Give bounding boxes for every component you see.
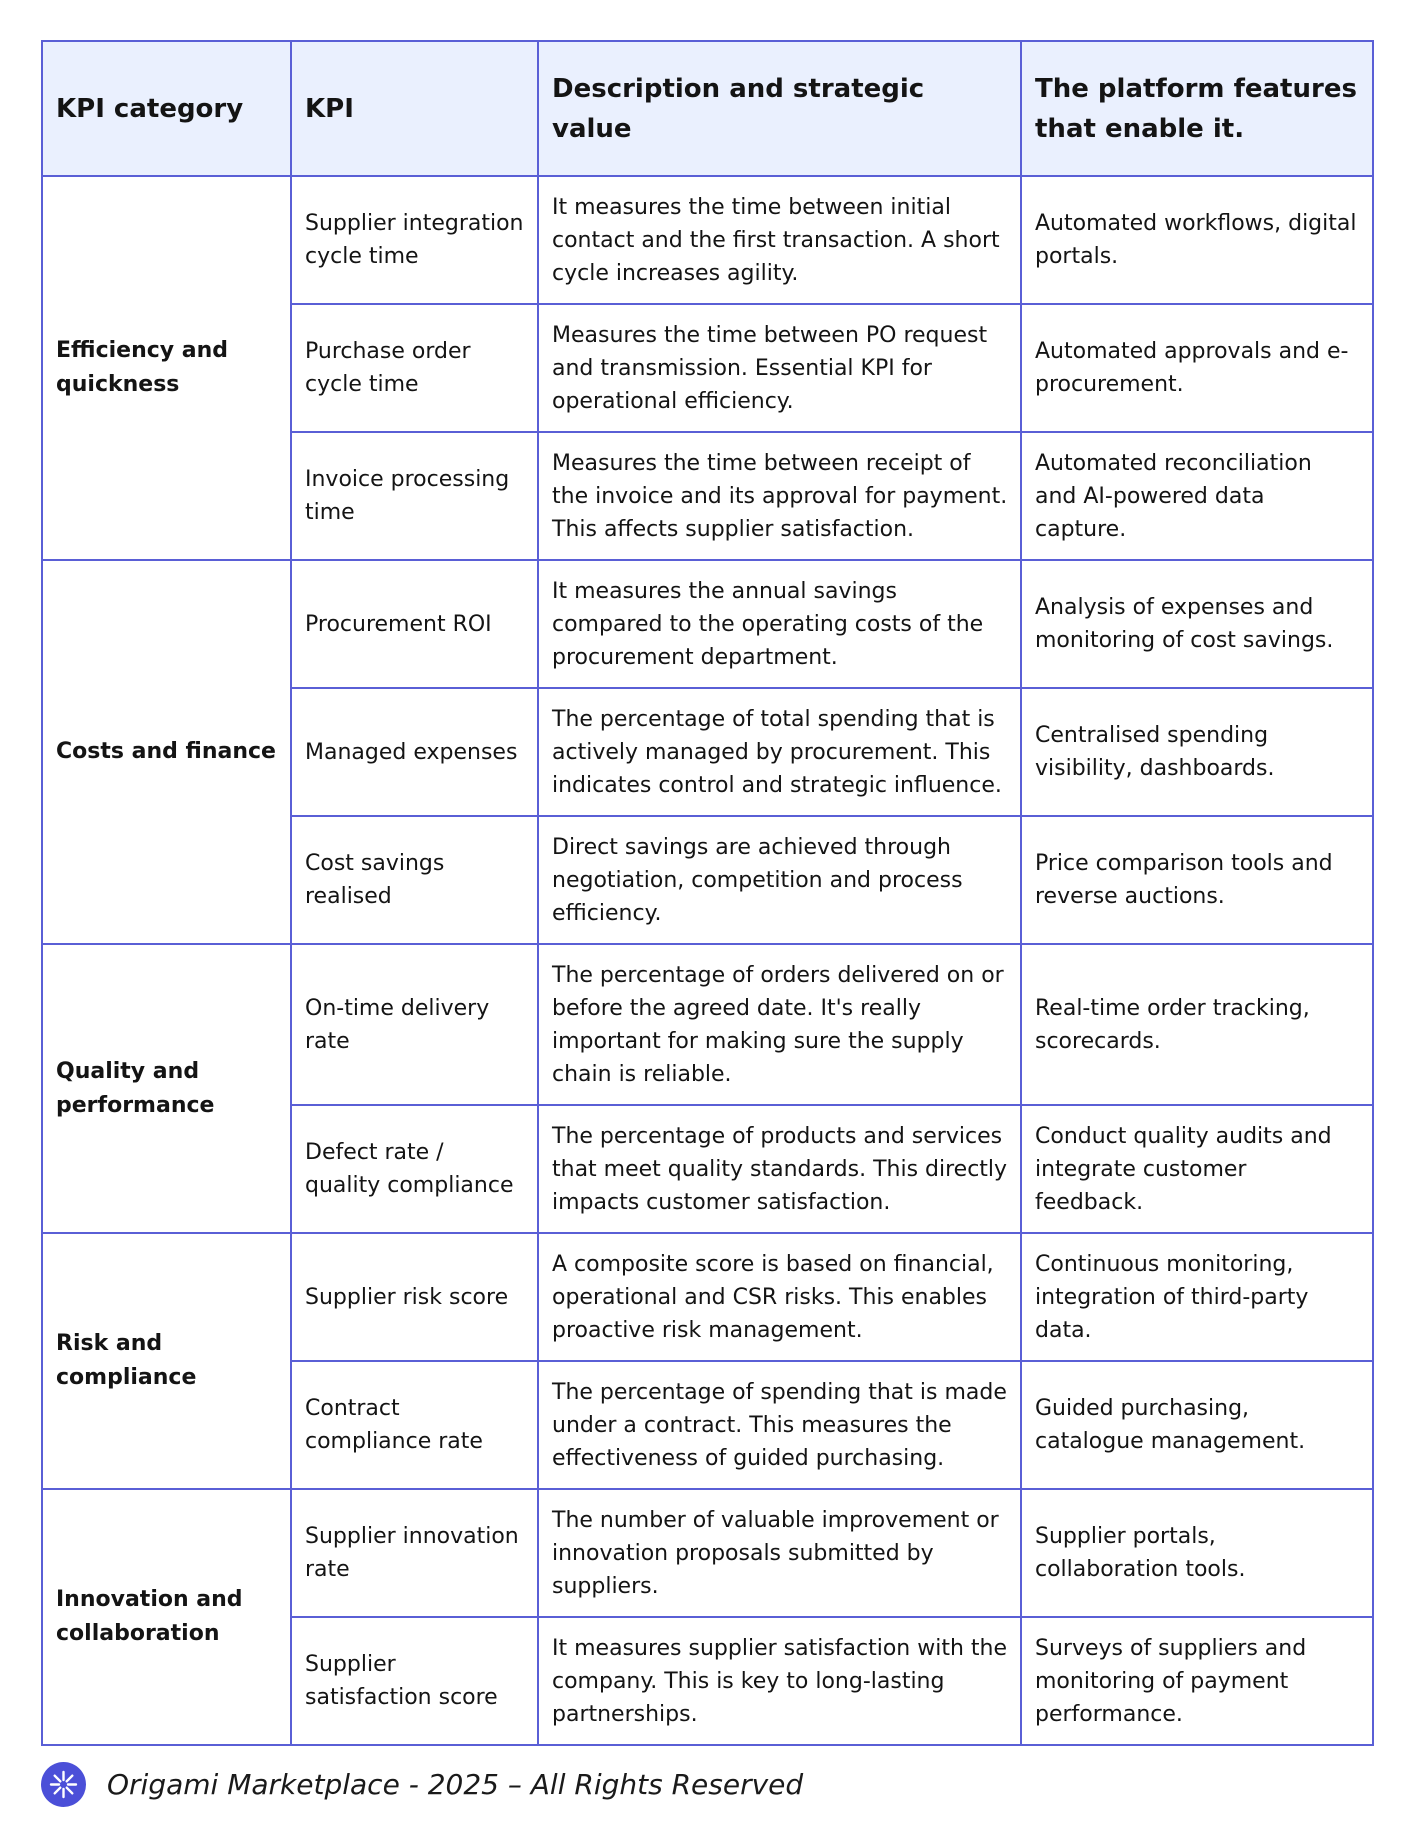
- kpi-cell: Supplier satisfaction score: [291, 1617, 538, 1745]
- table-row: [42, 1489, 1373, 1617]
- kpi-cell: Supplier innovation rate: [291, 1489, 538, 1617]
- description-cell: It measures the time between initial contact and the first transaction. A short cycle increases agility.: [538, 176, 1021, 304]
- kpi-cell: Defect rate / quality compliance: [291, 1105, 538, 1233]
- description-cell: Measures the time between PO request and transmission. Essential KPI for operational efficiency.: [538, 304, 1021, 432]
- features-cell: Automated reconciliation and AI-powered data capture.: [1021, 432, 1373, 560]
- kpi-cell: Purchase order cycle time: [291, 304, 538, 432]
- header-kpi-category: KPI category: [42, 41, 291, 176]
- kpi-cell: Supplier risk score: [291, 1233, 538, 1361]
- category-cell: Risk and compliance: [42, 1233, 291, 1489]
- table-row: [42, 944, 1373, 1105]
- category-cell: Quality and performance: [42, 944, 291, 1233]
- description-cell: It measures the annual savings compared to the operating costs of the procurement department.: [538, 560, 1021, 688]
- description-cell: The percentage of orders delivered on or before the agreed date. It's really important for making sure the supply chain is reliable.: [538, 944, 1021, 1105]
- features-cell: Automated approvals and e-procurement.: [1021, 304, 1373, 432]
- origami-logo-mark: [41, 1762, 86, 1807]
- features-cell: Guided purchasing, catalogue management.: [1021, 1361, 1373, 1489]
- kpi-table: [41, 40, 1374, 1746]
- page-footer: [41, 1761, 803, 1807]
- description-cell: It measures supplier satisfaction with the company. This is key to long-lasting partnerships.: [538, 1617, 1021, 1745]
- features-cell: Centralised spending visibility, dashboards.: [1021, 688, 1373, 816]
- copyright-text: Origami Marketplace - 2025 – All Rights Reserved: [107, 1767, 804, 1801]
- table-header-row: [42, 41, 1373, 176]
- description-cell: The percentage of total spending that is actively managed by procurement. This indicates control and strategic influence.: [538, 688, 1021, 816]
- features-cell: Continuous monitoring, integration of third-party data.: [1021, 1233, 1373, 1361]
- kpi-cell: On-time delivery rate: [291, 944, 538, 1105]
- kpi-cell: Contract compliance rate: [291, 1361, 538, 1489]
- features-cell: Analysis of expenses and monitoring of cost savings.: [1021, 560, 1373, 688]
- category-cell: Innovation and collaboration: [42, 1489, 291, 1745]
- description-cell: The percentage of spending that is made under a contract. This measures the effectiveness of guided purchasing.: [538, 1361, 1021, 1489]
- table-row: [42, 176, 1373, 304]
- category-cell: Efficiency and quickness: [42, 176, 291, 560]
- features-cell: Conduct quality audits and integrate customer feedback.: [1021, 1105, 1373, 1233]
- features-cell: Supplier portals, collaboration tools.: [1021, 1489, 1373, 1617]
- kpi-cell: Supplier integration cycle time: [291, 176, 538, 304]
- features-cell: Automated workflows, digital portals.: [1021, 176, 1373, 304]
- description-cell: Measures the time between receipt of the invoice and its approval for payment. This affects supplier satisfaction.: [538, 432, 1021, 560]
- kpi-cell: Invoice processing time: [291, 432, 538, 560]
- header-kpi: KPI: [291, 41, 538, 176]
- description-cell: Direct savings are achieved through negotiation, competition and process efficiency.: [538, 816, 1021, 944]
- description-cell: A composite score is based on financial, operational and CSR risks. This enables proactive risk management.: [538, 1233, 1021, 1361]
- features-cell: Price comparison tools and reverse auctions.: [1021, 816, 1373, 944]
- origami-logo-icon: [41, 1762, 86, 1807]
- table-row: [42, 1233, 1373, 1361]
- kpi-cell: Cost savings realised: [291, 816, 538, 944]
- features-cell: Surveys of suppliers and monitoring of payment performance.: [1021, 1617, 1373, 1745]
- features-cell: Real-time order tracking, scorecards.: [1021, 944, 1373, 1105]
- header-platform-features: The platform features that enable it.: [1021, 41, 1373, 176]
- kpi-cell: Procurement ROI: [291, 560, 538, 688]
- description-cell: The number of valuable improvement or innovation proposals submitted by suppliers.: [538, 1489, 1021, 1617]
- header-description: Description and strategic value: [538, 41, 1021, 176]
- table-row: [42, 560, 1373, 688]
- category-cell: Costs and finance: [42, 560, 291, 944]
- description-cell: The percentage of products and services that meet quality standards. This directly impacts customer satisfaction.: [538, 1105, 1021, 1233]
- kpi-cell: Managed expenses: [291, 688, 538, 816]
